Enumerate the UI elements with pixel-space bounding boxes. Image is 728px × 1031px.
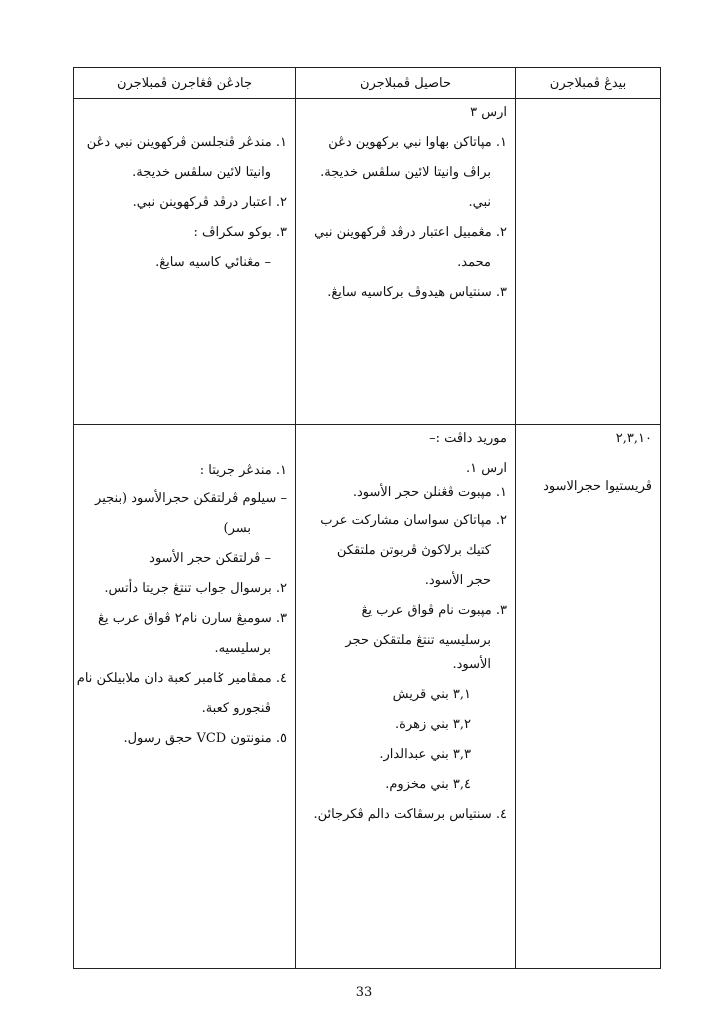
text-line: ٣,٢ بني زهرة. xyxy=(395,717,471,732)
text-line: محمد. xyxy=(457,255,491,270)
header-row xyxy=(74,68,661,99)
text-line: ٣. سومبڠ سارن نام٢ ڤواق عرب يڠ xyxy=(98,611,287,626)
topic-code: ٢,٣,١٠ xyxy=(615,431,652,446)
text-line: ارس ١. xyxy=(465,461,507,476)
header-learning-area: بيدڠ ڤمبلاجرن xyxy=(516,68,661,99)
header-learning-outcomes: حاصيل ڤمبلاجرن xyxy=(296,68,516,99)
text-line: ٣,١ بني قريش xyxy=(392,687,471,702)
text-line: ٢. مڠمبيل اعتبار درڤد ڤركهوينن نبي xyxy=(314,225,507,240)
text-line: – سيلوم ڤرلتقكن حجرالأسود (بنجير xyxy=(95,491,287,506)
text-line: ٤. سنتياس برسڤاكت دالم ڤكرجائن. xyxy=(313,807,507,822)
text-line: ٥. منونتون VCD حجق رسول. xyxy=(123,731,287,746)
text-line: ٢. مڽاتاكن سواسان مشاركت عرب xyxy=(320,513,507,528)
text-line: ٢. برسوال جواب تنتڠ جريتا دأتس. xyxy=(104,581,287,596)
text-line: ١. مڽاتاكن بهاوا نبي بركهوين دڠن xyxy=(328,135,507,150)
text-line: بسر) xyxy=(223,521,251,536)
text-line: الأسود. xyxy=(452,657,491,672)
row1-learning-outcomes-cell xyxy=(296,99,516,425)
table-row xyxy=(74,425,661,969)
text-line: ارس ٣ xyxy=(470,105,507,120)
text-line: ٣,٤ بني مخزوم. xyxy=(385,777,471,792)
text-line: كتيك برلاكوڽ ڤربوتن ملتقكن xyxy=(336,543,491,558)
text-line: موريد داڤت :– xyxy=(429,431,507,446)
text-line: براڤ وانيتا لائين سلڤس خديجة. xyxy=(320,165,491,180)
text-line: ٣. بوكو سكراڤ : xyxy=(193,225,287,240)
text-line: ٢. اعتبار درڤد ڤركهوينن نبي. xyxy=(132,195,287,210)
text-line: ٣. مپبوت نام ڤواق عرب يڠ xyxy=(361,603,507,618)
topic-title: ڤريستيوا حجرالاسود xyxy=(543,479,652,494)
row2-teaching-suggestions-cell xyxy=(74,425,296,969)
text-line: حجر الأسود. xyxy=(424,573,491,588)
text-line: ١. مندڠر ڤنجلسن ڤركهوينن نبي دڠن xyxy=(86,135,287,150)
row2-learning-area-cell xyxy=(516,425,661,969)
row2-learning-outcomes-cell xyxy=(296,425,516,969)
page-number: 33 xyxy=(355,985,373,1000)
text-line: برسليسيه. xyxy=(214,641,271,656)
row1-teaching-suggestions-cell xyxy=(74,99,296,425)
row1-learning-area-cell xyxy=(516,99,661,425)
text-line: برسليسيه تنتڠ ملتقكن حجر xyxy=(345,633,491,648)
text-line: ١. مپبوت ڤڠنلن حجر الأسود. xyxy=(352,485,507,500)
table-row xyxy=(74,99,661,425)
text-line: ٣,٣ بني عبدالدار. xyxy=(379,747,471,762)
lesson-plan-table xyxy=(73,67,661,969)
text-line: وانيتا لائين سلڤس خديجة. xyxy=(132,165,271,180)
text-line: – ڤرلتقكن حجر الأسود xyxy=(149,551,271,566)
text-line: ڤنجورو كعبة. xyxy=(201,701,271,716)
text-line: ١. مندڠر جريتا : xyxy=(199,463,287,478)
text-line: نبي. xyxy=(468,195,491,210)
text-line: – مڠنائي كاسيه سايڠ. xyxy=(155,255,271,270)
header-teaching-suggestions: جادڠن ڤڠاجرن ڤمبلاجرن xyxy=(74,68,296,99)
text-line: ٤. ممڤامير ݢامبر كعبة دان ملابيلكن نام xyxy=(76,671,287,686)
text-line: ٣. سنتياس هيدوڤ بركاسيه سايڠ. xyxy=(327,285,507,300)
